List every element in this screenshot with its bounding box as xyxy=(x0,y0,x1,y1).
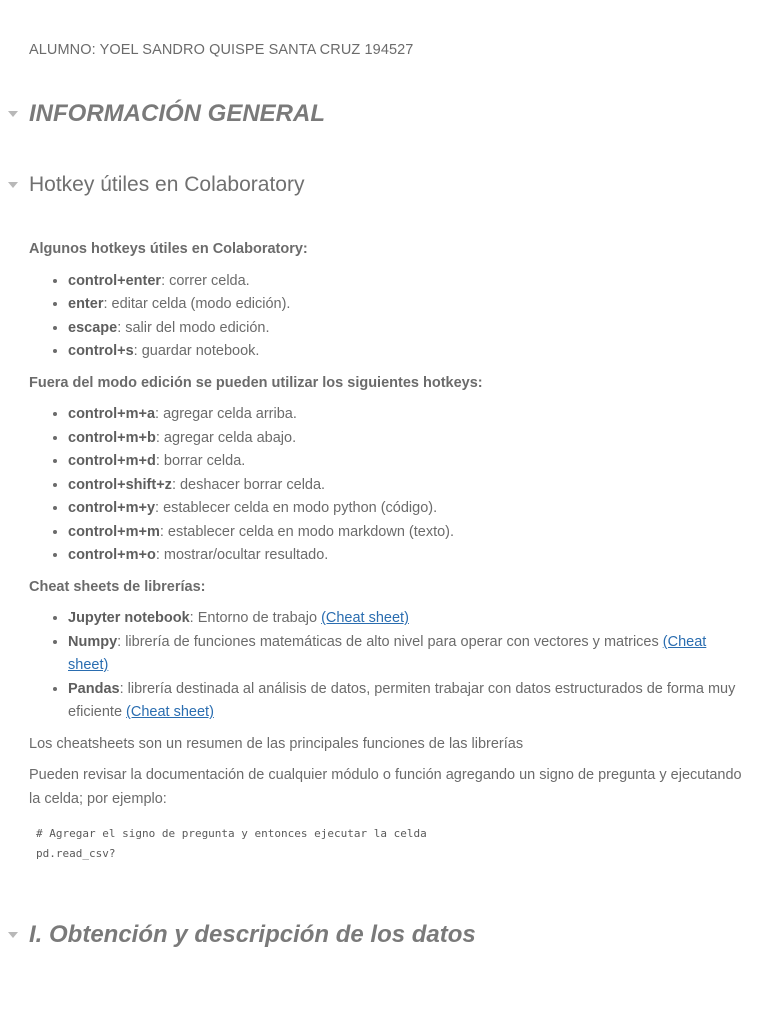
list-item xyxy=(68,427,749,451)
cheat-sheet-link-pandas[interactable]: (Cheat sheet) xyxy=(126,704,214,720)
cheat-sheet-link-numpy[interactable]: (Cheat sheet) xyxy=(68,633,707,673)
markdown-cell xyxy=(29,238,749,819)
hotkey-key: control+m+d xyxy=(68,453,156,469)
hotkey-desc: : establecer celda en modo python (código). xyxy=(155,500,438,516)
library-name: Jupyter notebook xyxy=(68,610,190,626)
code-line: pd.read_csv? xyxy=(36,847,116,860)
docs-text: Pueden revisar la documentación de cualquier módulo o función agregando un signo de pregunta y ejecutando la celda; por ejemplo: xyxy=(29,767,742,807)
outside-intro: Fuera del modo edición se pueden utilizar los siguientes hotkeys: xyxy=(29,374,483,391)
list-item xyxy=(68,521,749,545)
hotkeys-intro: Algunos hotkeys útiles en Colaboratory: xyxy=(29,241,308,257)
list-item xyxy=(68,293,749,317)
hotkey-key: control+m+y xyxy=(68,500,156,516)
library-name: Numpy xyxy=(68,633,118,650)
list-item xyxy=(68,403,749,427)
list-item xyxy=(68,474,749,498)
list-item xyxy=(68,497,749,521)
code-cell[interactable] xyxy=(36,824,427,864)
hotkey-key: enter xyxy=(68,296,104,312)
list-item xyxy=(68,544,749,568)
section-title-obtencion: I. Obtención y descripción de los datos xyxy=(29,921,476,948)
hotkey-desc: : establecer celda en modo markdown (texto). xyxy=(159,523,455,540)
list-item xyxy=(68,340,749,364)
library-name: Pandas xyxy=(68,680,120,697)
collapse-caret-icon[interactable] xyxy=(8,111,18,117)
code-comment-line: # Agregar el signo de pregunta y entonces ejecutar la celda xyxy=(36,827,427,840)
section-obtencion xyxy=(0,921,476,949)
hotkey-key: escape xyxy=(68,319,118,336)
hotkey-key: control+s xyxy=(68,343,134,359)
library-desc: : librería de funciones matemáticas de alto nivel para operar con vectores y matrices xyxy=(117,633,663,650)
section-hotkeys xyxy=(0,173,304,197)
summary-text: Los cheatsheets son un resumen de las principales funciones de las librerías xyxy=(29,735,524,752)
hotkey-key: control+m+b xyxy=(68,429,156,446)
library-desc: : librería destinada al análisis de datos, permiten trabajar con datos estructurados de forma muy eficiente xyxy=(68,680,736,720)
collapse-caret-icon[interactable] xyxy=(8,932,18,938)
list-item xyxy=(68,678,749,725)
hotkey-desc: : deshacer borrar celda. xyxy=(171,476,326,493)
outside-hotkeys-list xyxy=(29,403,749,568)
hotkey-desc: : correr celda. xyxy=(161,272,250,289)
cheat-sheet-link-jupyter[interactable]: (Cheat sheet) xyxy=(321,610,409,626)
hotkey-desc: : agregar celda arriba. xyxy=(155,406,297,422)
hotkey-key: control+enter xyxy=(68,272,162,289)
student-line: ALUMNO: YOEL SANDRO QUISPE SANTA CRUZ 194527 xyxy=(29,42,414,58)
hotkey-key: control+m+m xyxy=(68,523,160,540)
hotkey-desc: : editar celda (modo edición). xyxy=(103,296,291,312)
list-item xyxy=(68,631,749,678)
hotkey-key: control+m+o xyxy=(68,547,156,563)
section-title-hotkeys: Hotkey útiles en Colaboratory xyxy=(29,173,305,196)
list-item xyxy=(68,317,749,341)
section-title-general: INFORMACIÓN GENERAL xyxy=(29,100,325,127)
list-item xyxy=(68,607,749,631)
hotkey-key: control+shift+z xyxy=(68,476,172,493)
library-desc: : Entorno de trabajo xyxy=(189,610,322,626)
hotkey-desc: : mostrar/ocultar resultado. xyxy=(155,547,329,563)
hotkey-desc: : guardar notebook. xyxy=(133,343,260,359)
hotkey-key: control+m+a xyxy=(68,406,156,422)
hotkeys-list xyxy=(29,270,749,364)
hotkey-desc: : agregar celda abajo. xyxy=(155,429,297,446)
hotkey-desc: : borrar celda. xyxy=(155,453,246,469)
cheats-list xyxy=(29,607,749,725)
list-item xyxy=(68,450,749,474)
section-general xyxy=(0,100,325,128)
collapse-caret-icon[interactable] xyxy=(8,182,18,188)
list-item xyxy=(68,270,749,294)
cheats-intro: Cheat sheets de librerías: xyxy=(29,578,206,595)
hotkey-desc: : salir del modo edición. xyxy=(117,319,270,336)
